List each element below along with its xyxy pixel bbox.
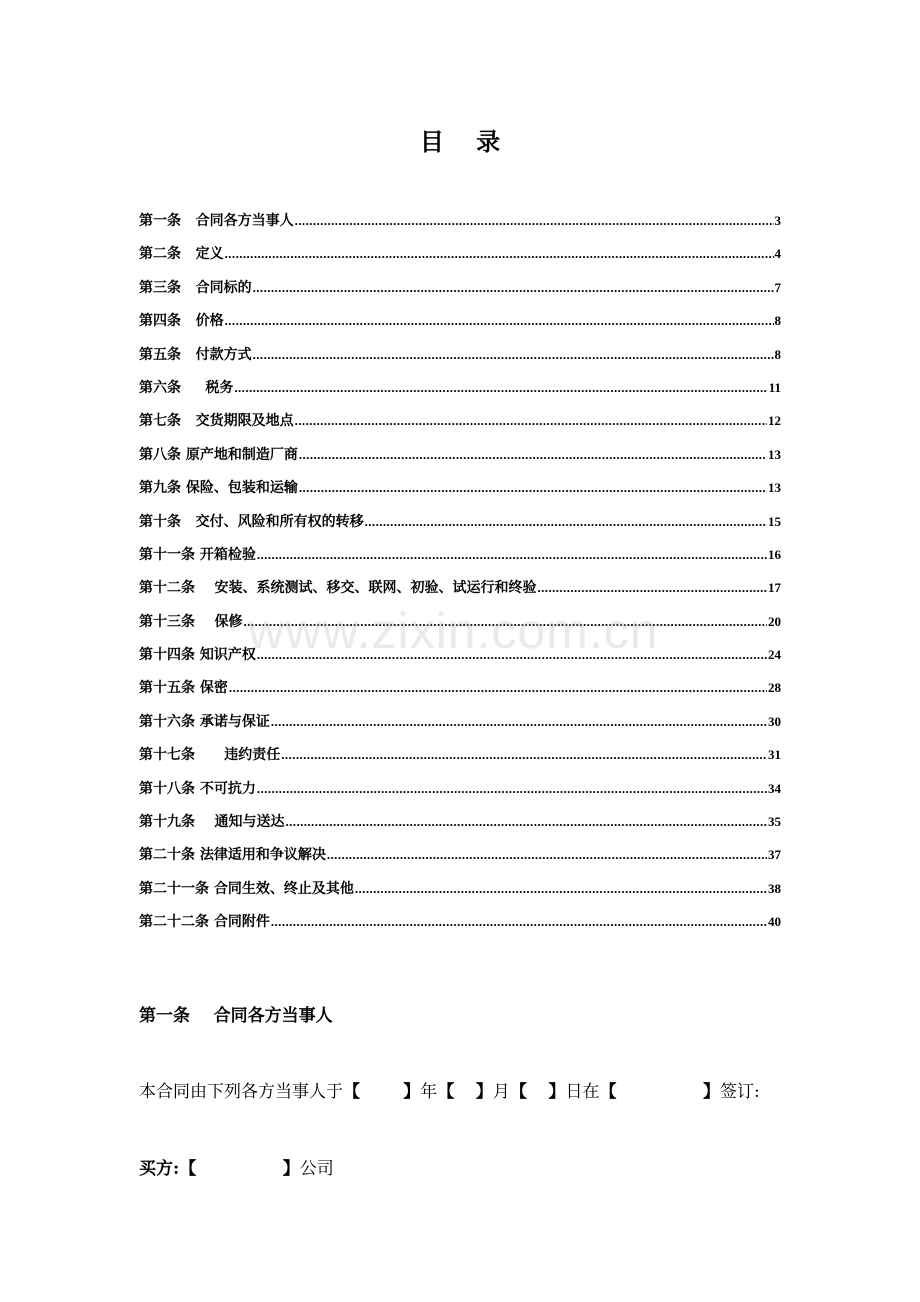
- toc-entry-page: 17: [768, 580, 781, 596]
- intro-year-label: 年: [420, 1082, 438, 1102]
- toc-entry-title: 原产地和制造厂商: [185, 446, 298, 463]
- intro-text-1: 本合同由下列各方当事人于: [139, 1082, 343, 1102]
- blank-date-month: [454, 1082, 476, 1102]
- buyer-label: 买方:: [139, 1159, 180, 1179]
- toc-entry-page: 7: [774, 279, 781, 295]
- toc-entry-title: 违约责任: [224, 747, 281, 764]
- toc-entry-gap: [181, 506, 196, 539]
- toc-dot-leader: [225, 237, 774, 270]
- toc-dot-leader: [295, 404, 767, 437]
- bracket-close: 】: [475, 1082, 493, 1102]
- toc-entry-page: 15: [768, 513, 781, 529]
- toc-entry-number: 第八条: [139, 446, 181, 463]
- toc-entry[interactable]: [139, 204, 781, 237]
- toc-entry-title: 保险、包装和运输: [185, 480, 298, 497]
- toc-entry-page: 35: [768, 814, 781, 830]
- bracket-open: 【: [509, 1082, 527, 1102]
- bracket-open: 【: [599, 1082, 617, 1102]
- toc-dot-leader: [299, 471, 767, 504]
- toc-entry-page: 30: [768, 713, 781, 729]
- toc-dot-leader: [538, 571, 768, 604]
- toc-dot-leader: [365, 505, 767, 538]
- toc-entry-page: 16: [768, 546, 781, 562]
- toc-entry-gap: [181, 339, 196, 372]
- toc-entry-title: 交货期限及地点: [195, 413, 294, 430]
- toc-entry[interactable]: [139, 705, 781, 738]
- toc-entry-gap: [195, 572, 215, 605]
- toc-entry-number: 第五条: [139, 346, 181, 363]
- toc-dot-leader: [253, 271, 774, 304]
- bracket-close: 】: [702, 1082, 720, 1102]
- toc-entry-number: 第十条: [139, 513, 181, 530]
- toc-dot-leader: [295, 204, 774, 237]
- toc-dot-leader: [225, 304, 774, 337]
- toc-entry-title: 合同标的: [195, 279, 252, 296]
- bracket-close: 】: [403, 1082, 421, 1102]
- toc-entry-number: 第十八条: [139, 780, 195, 797]
- toc-entry-title: 通知与送达: [214, 814, 285, 831]
- toc-dot-leader: [271, 905, 767, 938]
- toc-entry-title: 安装、系统测试、移交、联网、初验、试运行和终验: [214, 580, 537, 597]
- toc-dot-leader: [281, 738, 767, 771]
- toc-dot-leader: [257, 772, 767, 805]
- toc-dot-leader: [299, 438, 767, 471]
- toc-entry-number: 第二十一条: [139, 880, 209, 897]
- toc-entry[interactable]: [139, 271, 781, 304]
- toc-entry-gap: [195, 739, 224, 772]
- toc-entry-number: 第十四条: [139, 647, 195, 664]
- toc-entry-title: 税务: [205, 379, 234, 396]
- toc-entry-gap: [195, 806, 215, 839]
- toc-entry-page: 40: [768, 914, 781, 930]
- toc-entry-number: 第九条: [139, 480, 181, 497]
- toc-entry[interactable]: [139, 571, 781, 604]
- bracket-close: 】: [282, 1159, 300, 1179]
- bracket-open: 【: [179, 1159, 197, 1179]
- toc-entry-gap: [181, 238, 196, 271]
- toc-entry-page: 34: [768, 780, 781, 796]
- toc-entry-gap: [181, 272, 196, 305]
- toc-entry-number: 第十三条: [139, 613, 195, 630]
- toc-dot-leader: [327, 838, 767, 871]
- toc-entry-title: 承诺与保证: [199, 713, 270, 730]
- toc-entry[interactable]: [139, 505, 781, 538]
- toc-entry-title: 定义: [195, 246, 224, 263]
- toc-entry[interactable]: [139, 438, 781, 471]
- bracket-close: 】: [548, 1082, 566, 1102]
- toc-entry-gap: [195, 606, 215, 639]
- toc-entry[interactable]: [139, 471, 781, 504]
- toc-dot-leader: [355, 872, 767, 905]
- toc-title: 目 录: [419, 128, 513, 156]
- toc-entry-page: 28: [768, 680, 781, 696]
- toc-dot-leader: [234, 371, 767, 404]
- toc-entry-title: 价格: [195, 313, 224, 330]
- toc-entry-number: 第二十条: [139, 847, 195, 864]
- intro-day-label: 日在: [565, 1082, 600, 1102]
- toc-entry-title: 知识产权: [199, 647, 256, 664]
- toc-entry-number: 第三条: [139, 279, 181, 296]
- toc-entry[interactable]: [139, 404, 781, 437]
- toc-entry-page: 37: [768, 847, 781, 863]
- toc-dot-leader: [253, 338, 774, 371]
- buyer-line: [139, 1154, 334, 1179]
- toc-entry-number: 第六条: [139, 379, 181, 396]
- blank-date-year: [360, 1082, 403, 1102]
- toc-entry-page: 20: [768, 613, 781, 629]
- toc-entry-number: 第十七条: [139, 747, 195, 764]
- toc-entry[interactable]: [139, 872, 781, 905]
- toc-entry-number: 第十六条: [139, 713, 195, 730]
- toc-entry-number: 第一条: [139, 213, 181, 229]
- toc-entry-gap: [181, 205, 196, 238]
- blank-place: [616, 1082, 702, 1102]
- toc-entry-title: 交付、风险和所有权的转移: [195, 513, 364, 530]
- toc-entry-page: 12: [768, 413, 781, 429]
- toc-entry-page: 11: [768, 379, 781, 395]
- toc-entry-page: 4: [774, 246, 781, 262]
- intro-month-label: 月: [492, 1082, 510, 1102]
- toc-entry[interactable]: [139, 237, 781, 270]
- toc-entry[interactable]: [139, 738, 781, 771]
- toc-dot-leader: [257, 538, 767, 571]
- toc-entry-title: 法律适用和争议解决: [199, 847, 326, 864]
- watermark: www.zixin.com.cn: [248, 603, 659, 659]
- toc-entry-page: 8: [774, 346, 781, 362]
- bracket-open: 【: [437, 1082, 455, 1102]
- blank-date-day: [527, 1082, 549, 1102]
- toc-entry-page: 38: [768, 880, 781, 896]
- blank-buyer-name: [196, 1159, 282, 1179]
- toc-entry-gap: [181, 372, 205, 405]
- toc-entry-title: 合同生效、终止及其他: [213, 880, 354, 897]
- toc-entry[interactable]: [139, 304, 781, 337]
- toc-entry[interactable]: [139, 838, 781, 871]
- toc-entry[interactable]: [139, 671, 781, 704]
- toc-entry-title: 合同各方当事人: [195, 213, 294, 229]
- toc-entry-number: 第四条: [139, 313, 181, 330]
- toc-list: [139, 204, 781, 939]
- bracket-open: 【: [343, 1082, 360, 1102]
- toc-entry-page: 31: [768, 747, 781, 763]
- toc-entry[interactable]: [139, 772, 781, 805]
- toc-entry-title: 保密: [199, 680, 228, 697]
- toc-entry-title: 开箱检验: [199, 546, 256, 563]
- toc-entry[interactable]: [139, 905, 781, 938]
- toc-entry-title: 不可抗力: [199, 780, 256, 797]
- intro-paragraph: [139, 1077, 760, 1102]
- toc-entry-page: 3: [774, 213, 781, 228]
- toc-entry-number: 第十九条: [139, 814, 195, 831]
- toc-entry-title: 保修: [214, 613, 243, 630]
- buyer-suffix: 公司: [299, 1159, 334, 1179]
- toc-entry-number: 第二条: [139, 246, 181, 263]
- toc-entry-gap: [181, 405, 196, 438]
- toc-entry[interactable]: [139, 338, 781, 371]
- toc-entry[interactable]: [139, 538, 781, 571]
- toc-entry[interactable]: [139, 371, 781, 404]
- toc-entry-page: 13: [768, 446, 781, 462]
- toc-entry-number: 第十二条: [139, 580, 195, 597]
- toc-dot-leader: [286, 805, 768, 838]
- toc-entry-title: 合同附件: [213, 914, 270, 931]
- toc-entry-title: 付款方式: [195, 346, 252, 363]
- toc-dot-leader: [229, 671, 767, 704]
- toc-entry[interactable]: [139, 805, 781, 838]
- intro-signed-label: 签订:: [719, 1082, 760, 1102]
- toc-entry-number: 第十五条: [139, 680, 195, 697]
- section-heading: 第一条 合同各方当事人: [139, 1006, 333, 1026]
- toc-dot-leader: [271, 705, 767, 738]
- toc-entry-number: 第十一条: [139, 546, 195, 563]
- toc-entry-page: 24: [768, 647, 781, 663]
- toc-entry-page: 13: [768, 480, 781, 496]
- toc-entry-gap: [181, 305, 196, 338]
- toc-entry-page: 8: [774, 313, 781, 329]
- toc-entry-number: 第二十二条: [139, 914, 209, 931]
- toc-entry-number: 第七条: [139, 413, 181, 430]
